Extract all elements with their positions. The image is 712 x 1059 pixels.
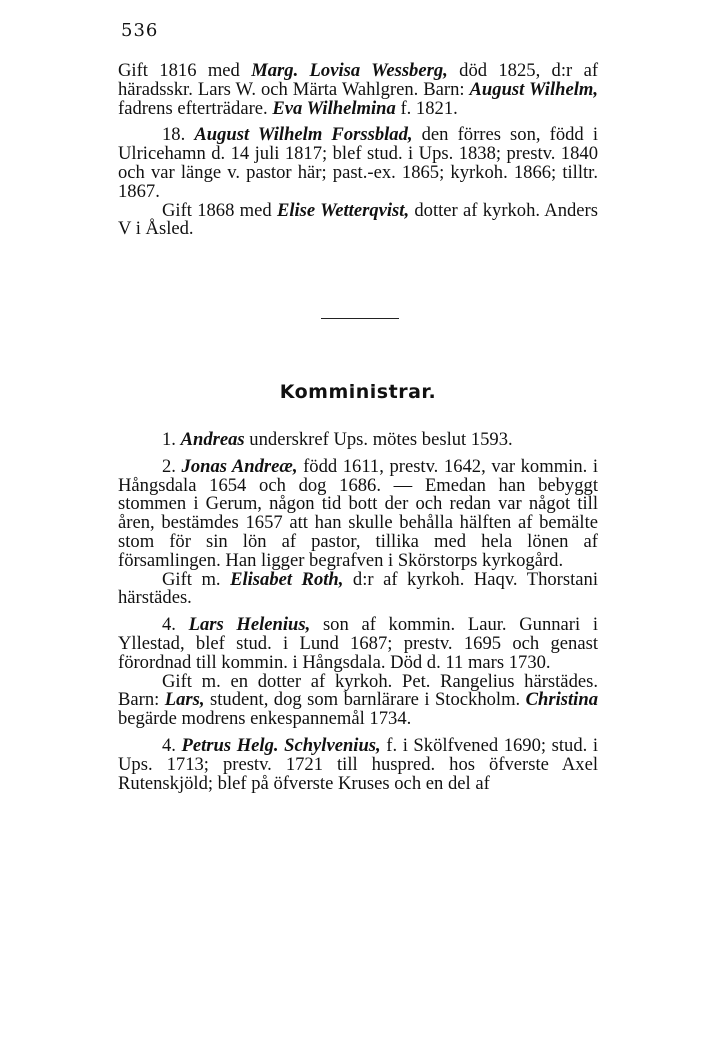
- page-number: 536: [121, 20, 159, 41]
- section-divider: [321, 318, 399, 319]
- paragraph-entry-2-marriage: Gift m. Elisabet Roth, d:r af kyrkoh. Haqv. Thorstani härstädes.: [118, 568, 598, 609]
- person-name: Christina: [525, 689, 598, 711]
- person-name: Andreas: [180, 429, 245, 450]
- paragraph-marriage-1816: Gift 1816 med Marg. Lovisa Wessberg, död 1825, d:r af häradsskr. Lars W. och Märta Wahlgren. Barn: August Wilhelm, fadrens efterträdare. Eva Wilhelmina f. 1821.: [118, 60, 599, 119]
- person-name: August Wilhelm,: [469, 78, 598, 100]
- paragraph-entry-18: 18. August Wilhelm Forssblad, den förres son, född i Ulricehamn d. 14 juli 1817; blef stud. i Ups. 1838; prestv. 1840 och var länge v. pastor här; past.-ex. 1865; kyrkoh. 1866; tilltr. 1867.: [118, 124, 598, 202]
- paragraph-entry-2: 2. Jonas Andreæ, född 1611, prestv. 1642, var kommin. i Hångsdala 1654 och dog 1686. — Emedan han bebyggt stommen i Gerum, någon tid bott der och redan var något till åren, bestämdes 1657 att han skulle behålla hälften af bemälte stom för sin lön af pastor, tillika med hela lönen af församlingen. Han ligger begrafven i Skörstorps kyrkogård.: [118, 455, 599, 571]
- person-name: Lars Helenius,: [188, 614, 311, 636]
- top-text-block: [118, 62, 598, 239]
- bottom-text-block: [118, 431, 598, 793]
- person-name: Jonas Andreæ,: [181, 455, 298, 477]
- paragraph-marriage-1868: Gift 1868 med Elise Wetterqvist, dotter af kyrkoh. Anders V i Åsled.: [118, 199, 598, 240]
- section-heading: Komministrar.: [279, 381, 437, 403]
- person-name: Eva Wilhelmina: [272, 97, 396, 119]
- paragraph-entry-1: 1. Andreas underskref Ups. mötes beslut 1593.: [162, 429, 513, 450]
- person-name: Lars,: [164, 689, 205, 711]
- person-name: Elise Wetterqvist,: [276, 199, 410, 221]
- person-name: Elisabet Roth,: [230, 568, 344, 590]
- paragraph-entry-4-marriage: Gift m. en dotter af kyrkoh. Pet. Rangelius härstädes. Barn: Lars, student, dog som barnlärare i Stockholm. Christina begärde modrens enkespannemål 1734.: [118, 670, 598, 730]
- person-name: Petrus Helg. Schylvenius,: [181, 734, 381, 756]
- person-name: August Wilhelm Forssblad,: [194, 124, 413, 146]
- paragraph-entry-4-helenius: 4. Lars Helenius, son af kommin. Laur. Gunnari i Yllestad, blef stud. i Lund 1687; prestv. 1695 och genast förordnad till kommin. i Hångsdala. Död d. 11 mars 1730.: [118, 614, 598, 673]
- paragraph-entry-4-schylvenius: 4. Petrus Helg. Schylvenius, f. i Skölfvened 1690; stud. i Ups. 1713; prestv. 1721 till huspred. hos öfverste Axel Rutenskjöld; blef på öfverste Kruses och en del af: [118, 734, 599, 794]
- person-name: Marg. Lovisa Wessberg,: [251, 60, 448, 81]
